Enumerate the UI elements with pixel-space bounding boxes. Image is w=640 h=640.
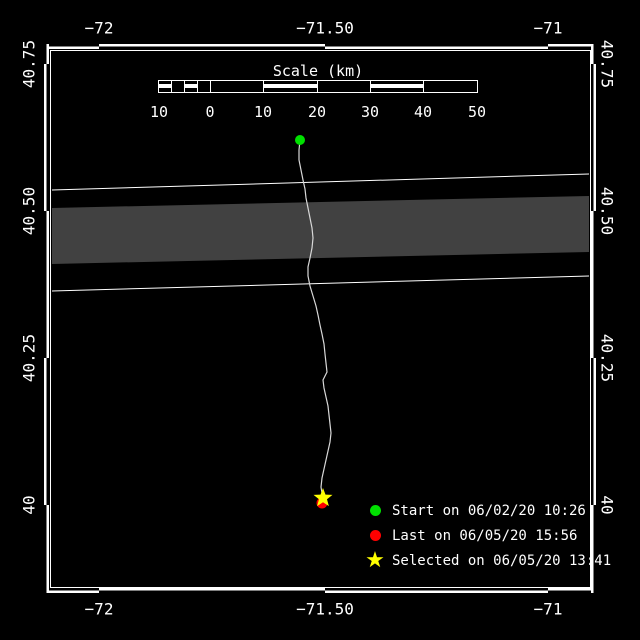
border-segment — [44, 358, 47, 505]
scale-bar-tick-label: 20 — [307, 103, 327, 121]
legend-item-last — [366, 523, 611, 548]
start-position-marker[interactable] — [295, 135, 305, 145]
scale-bar-tick-label: 10 — [253, 103, 273, 121]
border-segment — [47, 211, 50, 358]
y-axis-label-right: 40 — [597, 495, 617, 515]
border-segment — [591, 64, 594, 211]
scale-bar-tick-label: 50 — [467, 103, 487, 121]
x-axis-label-bottom: −72 — [84, 599, 114, 619]
border-segment — [44, 64, 47, 211]
border-segment — [44, 44, 99, 47]
border-segment — [99, 588, 325, 591]
border-segment — [47, 505, 50, 593]
border-segment — [325, 588, 548, 591]
x-axis-label-top: −72 — [84, 18, 114, 38]
border-segment — [594, 358, 597, 505]
legend-item-start — [366, 498, 611, 523]
y-axis-label-left: 40.25 — [19, 333, 39, 383]
x-axis-label-top: −71.50 — [296, 18, 354, 38]
x-axis-label-top: −71 — [533, 18, 563, 38]
border-segment — [548, 588, 596, 591]
border-segment — [591, 44, 594, 64]
scale-bar-tick-label: 40 — [413, 103, 433, 121]
scale-bar-tick-label: 30 — [360, 103, 380, 121]
border-segment — [44, 505, 47, 593]
border-segment — [548, 591, 596, 594]
legend — [366, 498, 611, 573]
border-segment — [99, 591, 325, 594]
drifter-track — [299, 140, 331, 498]
border-segment — [47, 44, 50, 64]
border-segment — [594, 211, 597, 358]
border-segment — [548, 44, 596, 47]
border-segment — [44, 47, 99, 50]
upper-boundary-line — [52, 174, 589, 190]
border-segment — [99, 47, 325, 50]
border-segment — [44, 211, 47, 358]
selected-star-icon: ★ — [365, 547, 385, 573]
y-axis-label-left: 40 — [19, 495, 39, 515]
scale-bar-tick-label: 10 — [149, 103, 169, 121]
border-segment — [594, 64, 597, 211]
border-segment — [44, 44, 47, 64]
legend-last-label: Last on 06/05/20 15:56 — [392, 527, 578, 544]
scale-bar-stripe — [184, 84, 197, 88]
lower-boundary-line — [52, 276, 589, 291]
border-segment — [548, 47, 596, 50]
scale-bar-tick-label: 0 — [205, 103, 215, 121]
border-segment — [325, 591, 548, 594]
border-segment — [325, 47, 548, 50]
border-segment — [594, 44, 597, 64]
border-segment — [99, 44, 325, 47]
y-axis-label-right: 40.50 — [597, 186, 617, 236]
scale-bar-stripe — [370, 84, 423, 88]
gray-band — [52, 196, 589, 264]
border-segment — [591, 358, 594, 505]
y-axis-label-left: 40.50 — [19, 186, 39, 236]
border-segment — [44, 588, 99, 591]
border-segment — [44, 591, 99, 594]
legend-item-selected — [366, 548, 611, 573]
y-axis-label-left: 40.75 — [19, 39, 39, 89]
x-axis-label-bottom: −71.50 — [296, 599, 354, 619]
border-segment — [325, 44, 548, 47]
legend-start-label: Start on 06/02/20 10:26 — [392, 502, 586, 519]
start-dot-icon — [366, 500, 384, 522]
scale-bar-title: Scale (km) — [272, 62, 364, 80]
border-segment — [47, 358, 50, 505]
scale-bar-stripe — [158, 84, 171, 88]
border-segment — [591, 211, 594, 358]
border-segment — [47, 64, 50, 211]
y-axis-label-right: 40.25 — [597, 333, 617, 383]
legend-selected-label: Selected on 06/05/20 13:41 — [392, 552, 612, 569]
scale-bar-stripe — [263, 84, 317, 88]
x-axis-label-bottom: −71 — [533, 599, 563, 619]
last-dot-icon — [366, 525, 384, 547]
y-axis-label-right: 40.75 — [597, 39, 617, 89]
